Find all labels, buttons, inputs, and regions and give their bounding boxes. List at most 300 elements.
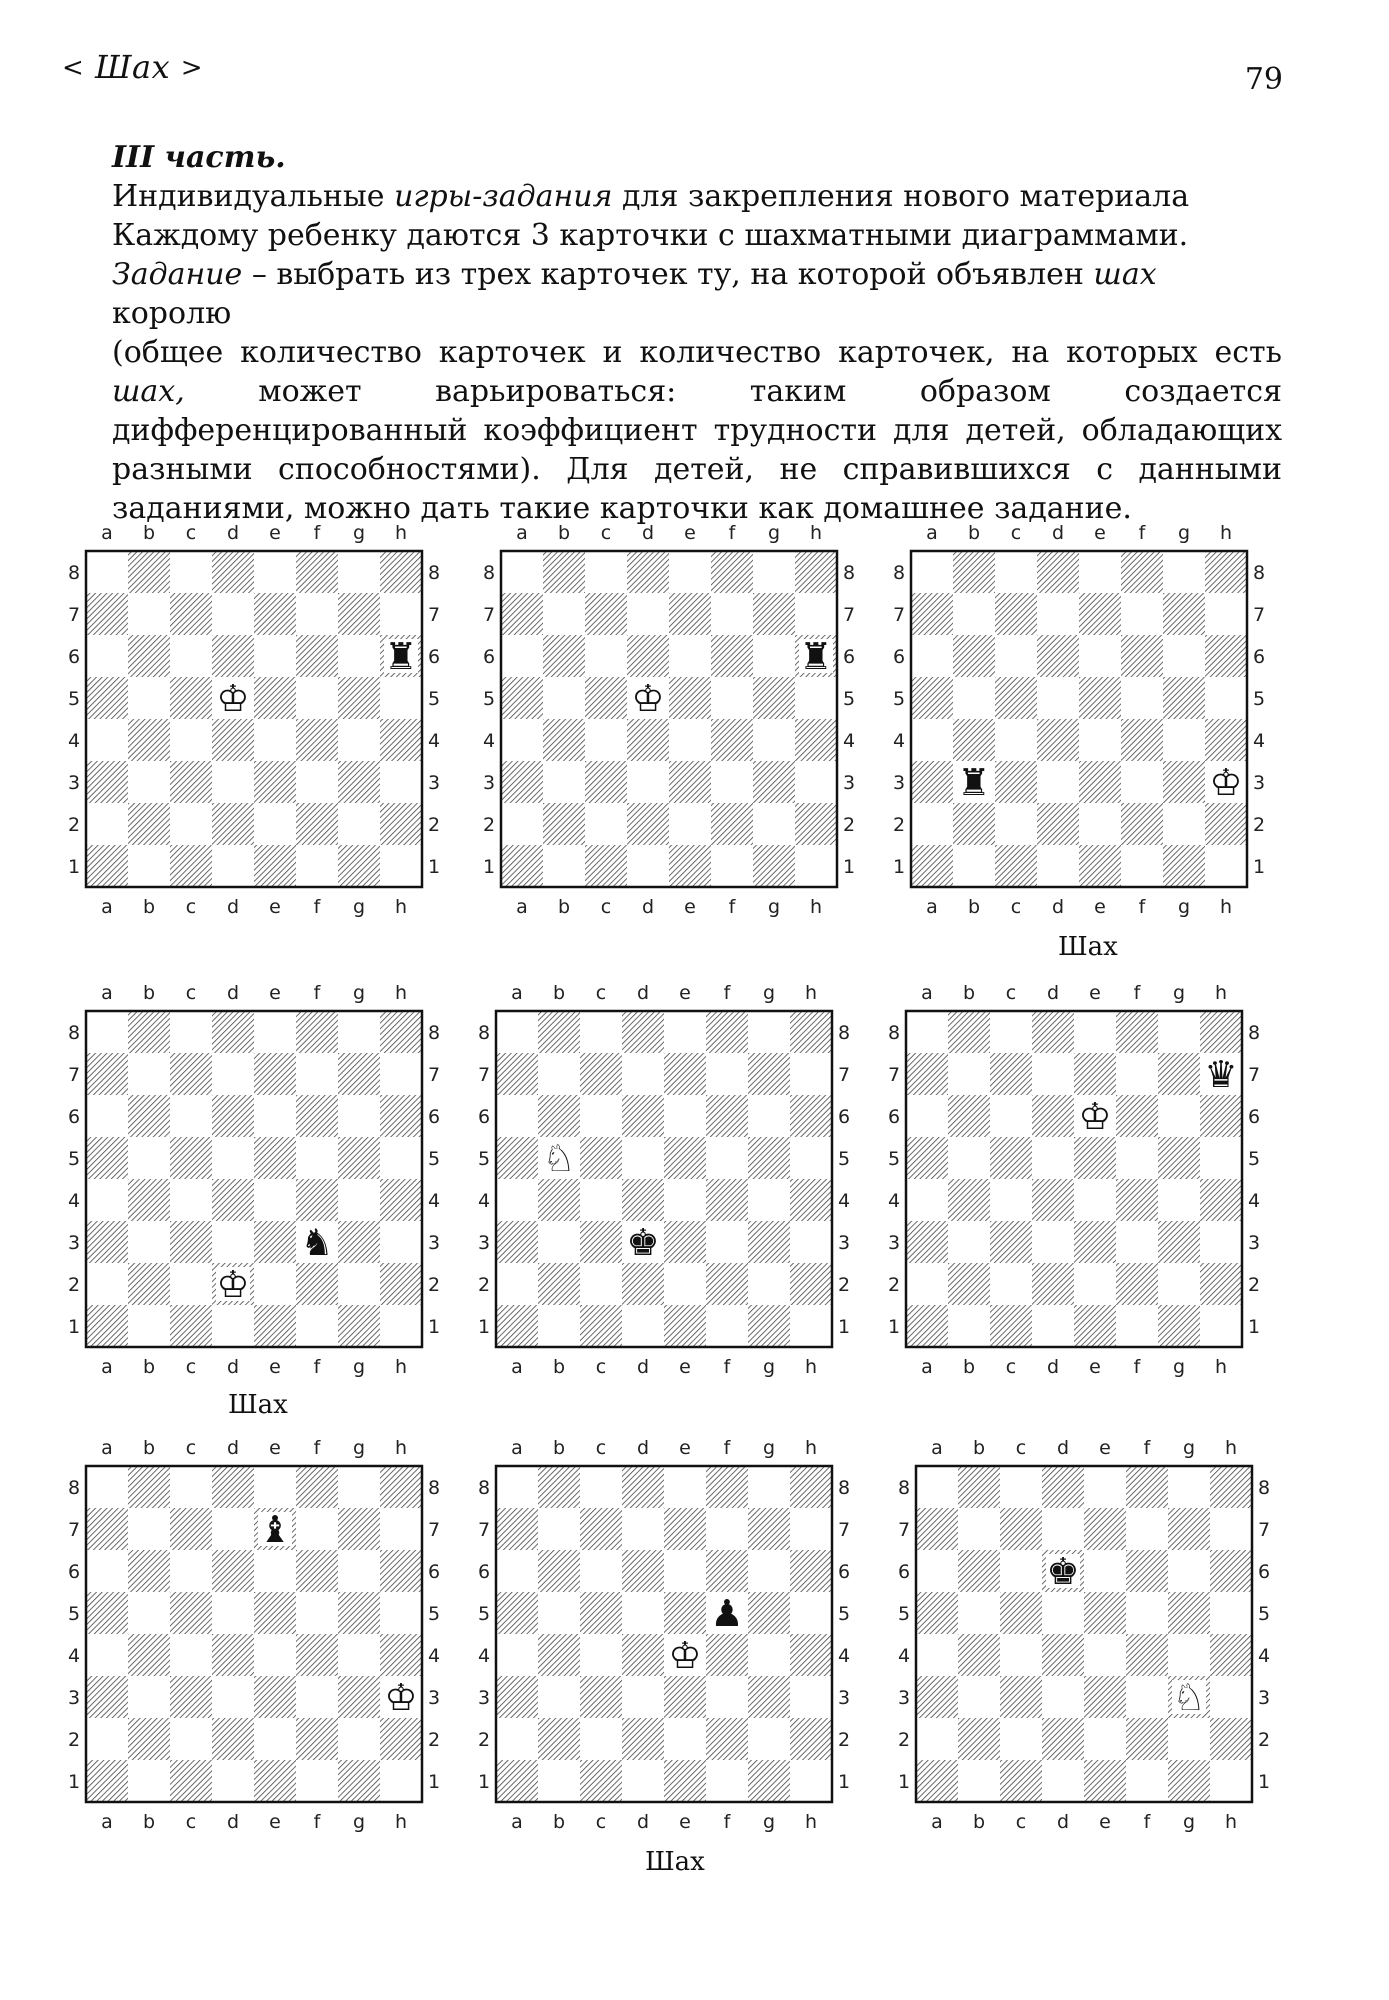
rank-label: 1 xyxy=(837,1771,851,1793)
white-king-icon: ♔ xyxy=(216,1263,250,1306)
square-g3 xyxy=(753,761,795,803)
rank-label: 4 xyxy=(482,730,496,752)
file-label: c xyxy=(185,522,197,544)
square-c1 xyxy=(580,1305,622,1347)
rank-label: 6 xyxy=(427,1106,441,1128)
square-a7 xyxy=(906,1053,948,1095)
square-g3 xyxy=(338,1676,380,1718)
square-c4 xyxy=(580,1634,622,1676)
file-label: g xyxy=(1182,1437,1196,1459)
square-a2 xyxy=(911,803,953,845)
file-label: b xyxy=(142,896,156,918)
square-b6 xyxy=(948,1095,990,1137)
square-e4 xyxy=(664,1179,706,1221)
square-d3 xyxy=(212,1676,254,1718)
square-e7 xyxy=(669,593,711,635)
square-h1 xyxy=(1210,1760,1252,1802)
square-a3 xyxy=(906,1221,948,1263)
chessboard xyxy=(880,975,1280,1395)
square-g1 xyxy=(1163,845,1205,887)
chessboard xyxy=(885,515,1285,935)
square-g4 xyxy=(1163,719,1205,761)
square-c5 xyxy=(170,1137,212,1179)
square-c4 xyxy=(995,719,1037,761)
square-f7 xyxy=(706,1508,748,1550)
square-a3 xyxy=(496,1676,538,1718)
square-g5 xyxy=(748,1592,790,1634)
square-b8 xyxy=(543,551,585,593)
square-b1 xyxy=(128,845,170,887)
file-label: h xyxy=(1224,1437,1238,1459)
rank-label: 1 xyxy=(477,1316,491,1338)
square-a3 xyxy=(501,761,543,803)
square-f4 xyxy=(296,1179,338,1221)
square-b2 xyxy=(538,1263,580,1305)
chessboard xyxy=(470,1430,870,1850)
square-c5 xyxy=(995,677,1037,719)
square-d2 xyxy=(622,1263,664,1305)
square-e6 xyxy=(664,1095,706,1137)
file-label: f xyxy=(723,1356,731,1378)
square-c6 xyxy=(990,1095,1032,1137)
square-e5 xyxy=(254,1137,296,1179)
file-label: c xyxy=(1010,522,1022,544)
square-e7 xyxy=(1079,593,1121,635)
file-label: g xyxy=(767,896,781,918)
chess-diagram xyxy=(470,975,870,1395)
rank-label: 7 xyxy=(67,604,81,626)
file-label: d xyxy=(1051,896,1065,918)
square-h2 xyxy=(790,1263,832,1305)
square-b3 xyxy=(543,761,585,803)
square-a7 xyxy=(86,593,128,635)
square-c6 xyxy=(585,635,627,677)
square-d2 xyxy=(1042,1718,1084,1760)
rank-label: 7 xyxy=(427,1064,441,1086)
square-h8 xyxy=(380,1011,422,1053)
rank-label: 8 xyxy=(837,1022,851,1044)
file-label: e xyxy=(269,1437,281,1459)
square-g4 xyxy=(753,719,795,761)
square-e6 xyxy=(664,1550,706,1592)
file-label: e xyxy=(1094,896,1106,918)
file-label: g xyxy=(762,982,776,1004)
square-d6 xyxy=(212,1550,254,1592)
square-e1 xyxy=(254,1760,296,1802)
square-f4 xyxy=(1126,1634,1168,1676)
rank-label: 3 xyxy=(897,1687,911,1709)
square-b7 xyxy=(128,1508,170,1550)
square-e8 xyxy=(664,1466,706,1508)
square-g1 xyxy=(1168,1760,1210,1802)
square-f2 xyxy=(296,1718,338,1760)
square-e2 xyxy=(664,1263,706,1305)
square-c3 xyxy=(170,761,212,803)
square-d8 xyxy=(1042,1466,1084,1508)
square-b8 xyxy=(538,1011,580,1053)
square-e3 xyxy=(664,1676,706,1718)
file-label: h xyxy=(804,982,818,1004)
square-d5 xyxy=(622,1592,664,1634)
rank-label: 7 xyxy=(837,1519,851,1541)
square-d7 xyxy=(1042,1508,1084,1550)
rank-label: 6 xyxy=(897,1561,911,1583)
diagram-caption: Шах xyxy=(645,1847,705,1877)
rank-label: 1 xyxy=(67,856,81,878)
file-label: b xyxy=(972,1811,986,1833)
square-b5 xyxy=(538,1592,580,1634)
square-f6 xyxy=(296,635,338,677)
file-label: f xyxy=(313,522,321,544)
square-f6 xyxy=(296,1550,338,1592)
square-b3 xyxy=(128,761,170,803)
square-b4 xyxy=(128,1634,170,1676)
square-e2 xyxy=(1074,1263,1116,1305)
square-d2 xyxy=(1032,1263,1074,1305)
square-g8 xyxy=(748,1011,790,1053)
rank-label: 5 xyxy=(1257,1603,1271,1625)
square-c8 xyxy=(1000,1466,1042,1508)
square-h6 xyxy=(790,1550,832,1592)
rank-label: 2 xyxy=(477,1274,491,1296)
p1-text: Индивидуальные xyxy=(112,179,395,214)
square-c1 xyxy=(1000,1760,1042,1802)
file-label: h xyxy=(394,522,408,544)
rank-label: 6 xyxy=(477,1561,491,1583)
file-label: d xyxy=(1046,982,1060,1004)
file-label: h xyxy=(1219,896,1233,918)
rank-label: 1 xyxy=(427,1771,441,1793)
square-c6 xyxy=(580,1095,622,1137)
square-b6 xyxy=(543,635,585,677)
file-label: f xyxy=(723,1437,731,1459)
file-label: b xyxy=(142,1437,156,1459)
square-d8 xyxy=(622,1466,664,1508)
rank-label: 3 xyxy=(427,1232,441,1254)
square-f7 xyxy=(1116,1053,1158,1095)
square-c7 xyxy=(1000,1508,1042,1550)
square-a3 xyxy=(496,1221,538,1263)
rank-label: 4 xyxy=(1257,1645,1271,1667)
square-g2 xyxy=(748,1718,790,1760)
square-d6 xyxy=(622,1550,664,1592)
file-label: a xyxy=(931,1811,943,1833)
rank-label: 5 xyxy=(842,688,856,710)
square-h2 xyxy=(380,1263,422,1305)
square-h8 xyxy=(795,551,837,593)
square-a5 xyxy=(911,677,953,719)
file-label: b xyxy=(552,1437,566,1459)
square-e8 xyxy=(669,551,711,593)
square-f2 xyxy=(706,1718,748,1760)
rank-label: 4 xyxy=(892,730,906,752)
square-g8 xyxy=(338,1011,380,1053)
file-label: d xyxy=(226,1437,240,1459)
square-h6 xyxy=(1200,1095,1242,1137)
square-c4 xyxy=(990,1179,1032,1221)
square-e6 xyxy=(1084,1550,1126,1592)
square-h3 xyxy=(380,761,422,803)
file-label: c xyxy=(595,1811,607,1833)
square-c3 xyxy=(995,761,1037,803)
rank-label: 7 xyxy=(427,1519,441,1541)
square-h6 xyxy=(380,1095,422,1137)
file-label: g xyxy=(352,982,366,1004)
square-h8 xyxy=(1205,551,1247,593)
square-d4 xyxy=(212,719,254,761)
square-g5 xyxy=(1158,1137,1200,1179)
rank-label: 7 xyxy=(897,1519,911,1541)
square-d5 xyxy=(1042,1592,1084,1634)
file-label: h xyxy=(1214,1356,1228,1378)
square-a4 xyxy=(911,719,953,761)
square-f8 xyxy=(711,551,753,593)
square-h7 xyxy=(380,593,422,635)
square-b3 xyxy=(538,1676,580,1718)
square-e5 xyxy=(254,677,296,719)
rank-label: 2 xyxy=(67,1729,81,1751)
square-d8 xyxy=(212,551,254,593)
square-c1 xyxy=(995,845,1037,887)
square-h5 xyxy=(790,1592,832,1634)
square-c8 xyxy=(580,1011,622,1053)
square-g5 xyxy=(338,677,380,719)
rank-label: 7 xyxy=(482,604,496,626)
square-b1 xyxy=(128,1305,170,1347)
rank-label: 4 xyxy=(427,1190,441,1212)
black-knight-icon: ♞ xyxy=(300,1221,334,1264)
square-b4 xyxy=(948,1179,990,1221)
square-b4 xyxy=(953,719,995,761)
square-a3 xyxy=(86,1221,128,1263)
rank-label: 4 xyxy=(477,1190,491,1212)
rank-label: 8 xyxy=(427,562,441,584)
file-label: d xyxy=(226,1811,240,1833)
square-f5 xyxy=(711,677,753,719)
square-g4 xyxy=(1158,1179,1200,1221)
file-label: a xyxy=(921,982,933,1004)
rank-label: 1 xyxy=(1247,1316,1261,1338)
rank-label: 3 xyxy=(887,1232,901,1254)
square-f1 xyxy=(296,1305,338,1347)
file-label: g xyxy=(352,1811,366,1833)
file-label: h xyxy=(1224,1811,1238,1833)
square-f5 xyxy=(1126,1592,1168,1634)
file-label: d xyxy=(226,982,240,1004)
square-g8 xyxy=(1158,1011,1200,1053)
square-g6 xyxy=(338,1095,380,1137)
square-h5 xyxy=(1210,1592,1252,1634)
square-f5 xyxy=(296,1592,338,1634)
square-a1 xyxy=(86,845,128,887)
square-h8 xyxy=(1210,1466,1252,1508)
square-b2 xyxy=(958,1718,1000,1760)
file-label: e xyxy=(684,896,696,918)
rank-label: 6 xyxy=(842,646,856,668)
square-a6 xyxy=(86,635,128,677)
file-label: a xyxy=(101,896,113,918)
square-h3 xyxy=(795,761,837,803)
square-a3 xyxy=(86,761,128,803)
rank-label: 8 xyxy=(67,1477,81,1499)
square-a7 xyxy=(86,1053,128,1095)
square-f7 xyxy=(296,593,338,635)
file-label: b xyxy=(552,982,566,1004)
rank-label: 8 xyxy=(842,562,856,584)
square-c8 xyxy=(990,1011,1032,1053)
file-label: b xyxy=(557,522,571,544)
page-number: 79 xyxy=(1244,62,1283,97)
file-label: g xyxy=(1177,522,1191,544)
square-e2 xyxy=(254,803,296,845)
white-king-icon: ♔ xyxy=(631,677,665,720)
square-a8 xyxy=(496,1011,538,1053)
square-e3 xyxy=(254,1221,296,1263)
rank-label: 4 xyxy=(887,1190,901,1212)
square-c6 xyxy=(170,1550,212,1592)
square-e4 xyxy=(1079,719,1121,761)
file-label: a xyxy=(931,1437,943,1459)
square-f7 xyxy=(706,1053,748,1095)
square-d4 xyxy=(627,719,669,761)
square-g7 xyxy=(338,593,380,635)
square-f2 xyxy=(296,803,338,845)
square-e2 xyxy=(254,1263,296,1305)
square-f8 xyxy=(296,1011,338,1053)
file-label: g xyxy=(1172,982,1186,1004)
rank-label: 5 xyxy=(477,1603,491,1625)
square-c3 xyxy=(580,1676,622,1718)
file-label: h xyxy=(394,1356,408,1378)
square-c6 xyxy=(995,635,1037,677)
square-b2 xyxy=(128,803,170,845)
square-d2 xyxy=(1037,803,1079,845)
square-d1 xyxy=(212,1760,254,1802)
square-c5 xyxy=(170,1592,212,1634)
square-b6 xyxy=(538,1095,580,1137)
square-d5 xyxy=(1037,677,1079,719)
file-label: e xyxy=(269,522,281,544)
square-h2 xyxy=(380,803,422,845)
rank-label: 2 xyxy=(842,814,856,836)
square-a5 xyxy=(86,677,128,719)
diagram-caption: Шах xyxy=(1058,932,1118,962)
rank-label: 2 xyxy=(427,1274,441,1296)
square-h4 xyxy=(380,719,422,761)
square-a8 xyxy=(911,551,953,593)
rank-label: 6 xyxy=(1257,1561,1271,1583)
paragraph-2: Каждому ребенку даются 3 карточки с шахматными диаграммами. xyxy=(112,218,1189,253)
square-g7 xyxy=(748,1053,790,1095)
square-e8 xyxy=(1079,551,1121,593)
square-e7 xyxy=(664,1508,706,1550)
square-f7 xyxy=(1121,593,1163,635)
square-e7 xyxy=(1084,1508,1126,1550)
file-label: f xyxy=(728,896,736,918)
square-h8 xyxy=(790,1011,832,1053)
rank-label: 4 xyxy=(67,1645,81,1667)
square-f7 xyxy=(711,593,753,635)
square-b2 xyxy=(538,1718,580,1760)
square-g5 xyxy=(748,1137,790,1179)
square-e5 xyxy=(1079,677,1121,719)
square-e5 xyxy=(669,677,711,719)
file-label: b xyxy=(142,1356,156,1378)
square-a6 xyxy=(496,1095,538,1137)
file-label: d xyxy=(1056,1437,1070,1459)
square-g8 xyxy=(748,1466,790,1508)
rank-label: 5 xyxy=(1252,688,1266,710)
square-b8 xyxy=(128,1466,170,1508)
square-h2 xyxy=(1210,1718,1252,1760)
square-b7 xyxy=(128,1053,170,1095)
white-king-icon: ♔ xyxy=(668,1634,702,1677)
square-h7 xyxy=(1210,1508,1252,1550)
file-label: a xyxy=(926,522,938,544)
rank-label: 7 xyxy=(842,604,856,626)
square-e1 xyxy=(664,1760,706,1802)
rank-label: 5 xyxy=(892,688,906,710)
square-h1 xyxy=(790,1305,832,1347)
file-label: a xyxy=(101,1356,113,1378)
square-g5 xyxy=(338,1592,380,1634)
rank-label: 8 xyxy=(427,1477,441,1499)
rank-label: 1 xyxy=(892,856,906,878)
square-h6 xyxy=(1205,635,1247,677)
square-b6 xyxy=(953,635,995,677)
square-f4 xyxy=(296,1634,338,1676)
square-d2 xyxy=(212,1718,254,1760)
square-b4 xyxy=(958,1634,1000,1676)
square-c8 xyxy=(170,551,212,593)
square-g5 xyxy=(1168,1592,1210,1634)
rank-label: 1 xyxy=(897,1771,911,1793)
square-c3 xyxy=(580,1221,622,1263)
square-a1 xyxy=(496,1305,538,1347)
file-label: c xyxy=(600,896,612,918)
square-a5 xyxy=(86,1592,128,1634)
right-arrow-icon: > xyxy=(180,53,204,83)
square-d2 xyxy=(212,803,254,845)
file-label: b xyxy=(142,1811,156,1833)
square-h2 xyxy=(795,803,837,845)
square-c4 xyxy=(585,719,627,761)
rank-label: 2 xyxy=(427,1729,441,1751)
square-f3 xyxy=(706,1676,748,1718)
file-label: c xyxy=(1015,1811,1027,1833)
chess-diagram xyxy=(885,515,1285,935)
p3-text: – выбрать из трех карточек ту, на которой объявлен xyxy=(242,257,1094,292)
square-b8 xyxy=(953,551,995,593)
square-g2 xyxy=(338,1263,380,1305)
file-label: g xyxy=(1172,1356,1186,1378)
rank-label: 4 xyxy=(67,1190,81,1212)
square-b5 xyxy=(128,1592,170,1634)
file-label: e xyxy=(1099,1811,1111,1833)
square-g6 xyxy=(1163,635,1205,677)
black-bishop-icon: ♝ xyxy=(258,1508,292,1551)
rank-label: 5 xyxy=(482,688,496,710)
square-c5 xyxy=(585,677,627,719)
square-b6 xyxy=(128,635,170,677)
square-d6 xyxy=(627,635,669,677)
square-f1 xyxy=(296,1760,338,1802)
square-f5 xyxy=(296,677,338,719)
square-h4 xyxy=(790,1634,832,1676)
file-label: g xyxy=(1177,896,1191,918)
square-a1 xyxy=(496,1760,538,1802)
square-e6 xyxy=(254,1095,296,1137)
